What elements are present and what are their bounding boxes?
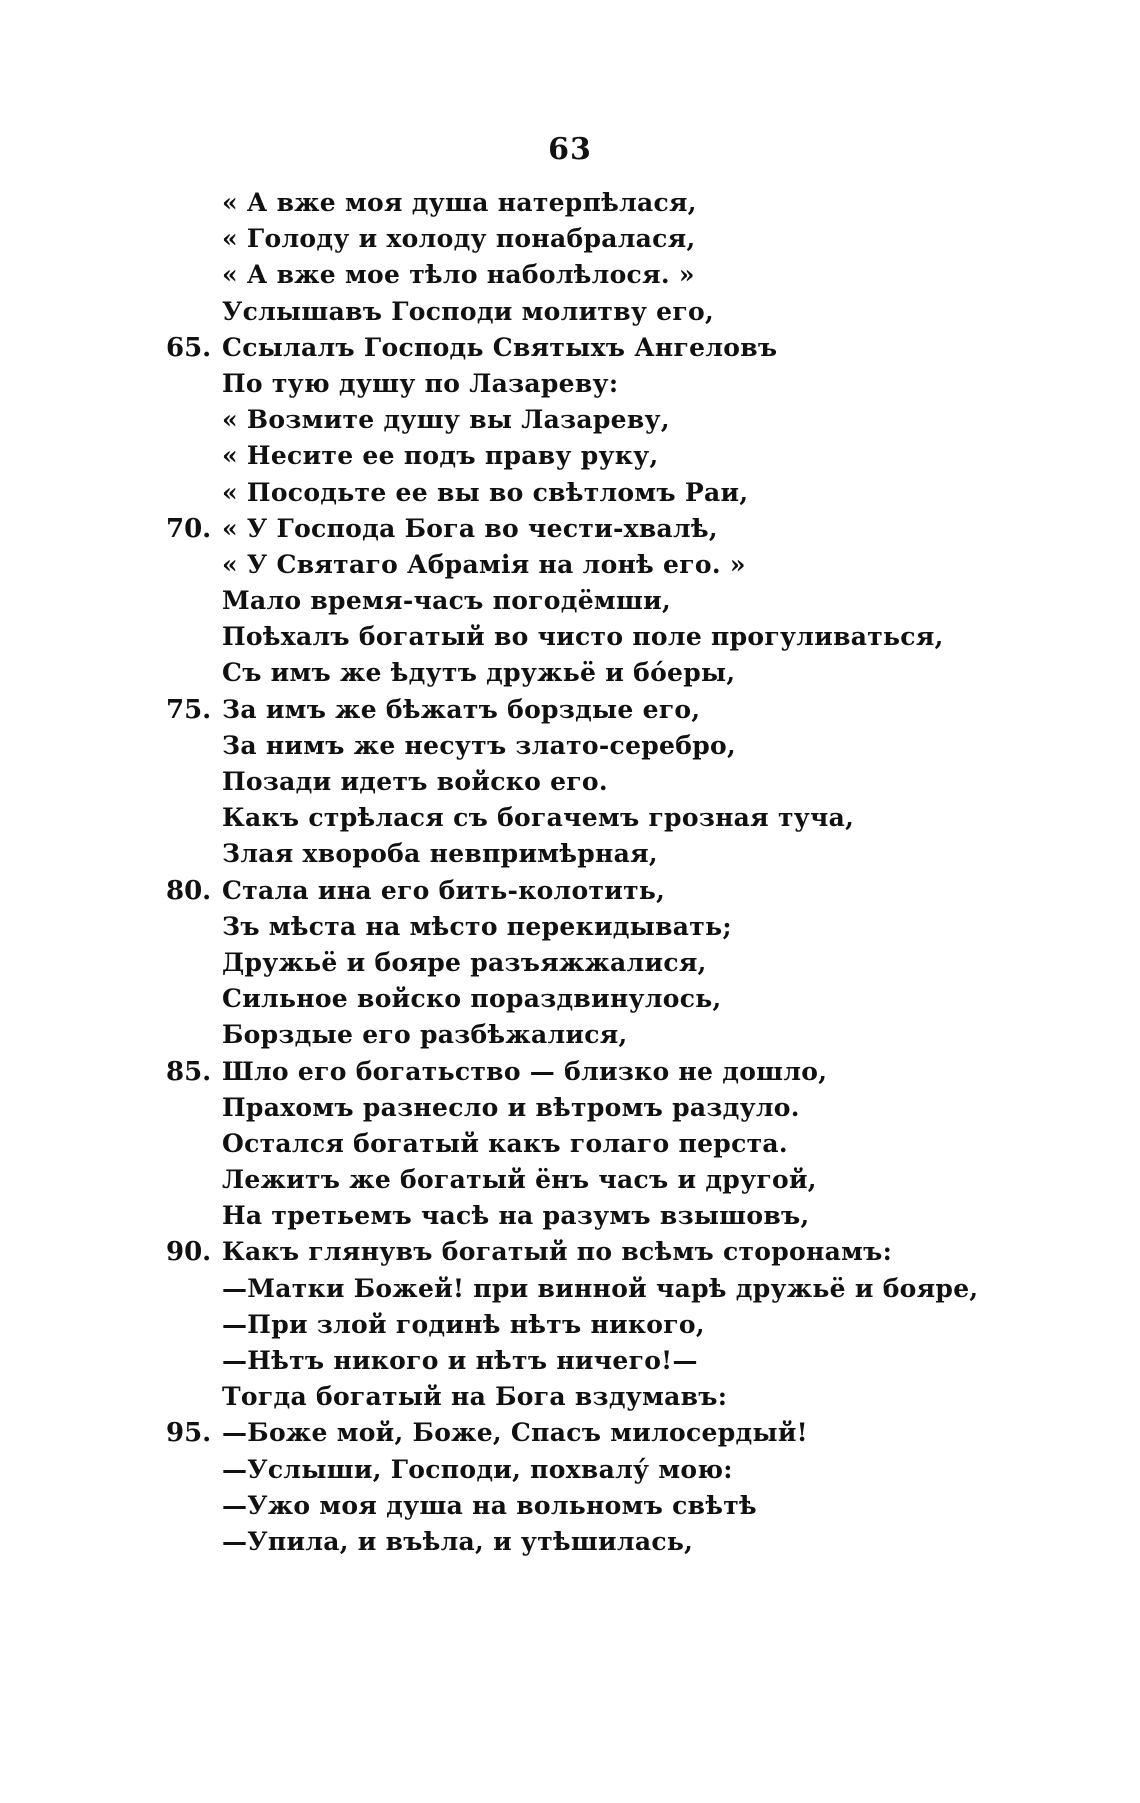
line-text: —Боже мой, Боже, Спасъ милосердый! [222,1418,808,1448]
line-text: Мало время-часъ погодёмши, [222,586,671,616]
line-text: Какъ стрѣлася съ богачемъ грозная туча, [222,803,855,833]
poem-line [0,1198,1140,1234]
line-number: 70. [166,513,212,544]
line-text: Какъ глянувъ богатый по всѣмъ сторонамъ: [222,1237,893,1267]
poem-line [0,475,1140,511]
poem-line [0,185,1140,221]
line-number: 80. [166,875,212,906]
line-text: « Посодьте ее вы во свѣтломъ Раи, [222,477,749,507]
line-text: —Нѣтъ никого и нѣтъ ничего!— [222,1346,698,1375]
line-text: Злая хвороба невпримѣрная, [222,839,658,869]
poem-line [0,330,1140,366]
line-text: « Несите ее подъ праву руку, [222,441,659,471]
line-text: На третьемъ часѣ на разумъ взышовъ, [222,1201,810,1231]
page-number: 63 [548,132,592,167]
line-number: 65. [166,332,212,363]
line-number: 75. [166,694,212,725]
line-text: Тогда богатый на Бога вздумавъ: [222,1382,728,1412]
line-text: « А вже моя душа натерпѣлася, [222,188,697,217]
poem-line [0,1090,1140,1126]
poem-line [0,1017,1140,1053]
line-text: Лежитъ же богатый ёнъ часъ и другой, [222,1165,817,1195]
poem-line [0,836,1140,872]
line-number: 90. [166,1237,212,1268]
line-number: 85. [166,1056,212,1087]
poem-line [0,655,1140,691]
line-text: Остался богатый какъ голаго перста. [222,1128,788,1158]
poem-line [0,1234,1140,1270]
line-text: « Голоду и холоду понабралася, [222,224,696,254]
poem-line [0,1271,1140,1307]
poem-line [0,1054,1140,1090]
line-text: « А вже мое тѣло наболѣлося. » [222,260,695,290]
poem-line [0,728,1140,764]
poem-line [0,583,1140,619]
poem-line [0,909,1140,945]
line-text: Сильное войско пораздвинулось, [222,984,722,1014]
poem-line [0,438,1140,474]
line-text: Поѣхалъ богатый во чисто поле прогуливаться, [222,622,944,652]
line-text: « У Господа Бога во чести-хвалѣ, [222,513,718,543]
line-text: За нимъ же несутъ злато-серебро, [222,730,736,760]
line-text: Шло его богатьство — близко не дошло, [222,1056,828,1086]
poem-line [0,1415,1140,1451]
poem-line [0,764,1140,800]
poem-line [0,1452,1140,1488]
line-text: —Матки Божей! при винной чарѣ дружьё и бояре, [222,1273,979,1303]
poem-line [0,366,1140,402]
poem-line [0,1343,1140,1379]
line-text: По тую душу по Лазареву: [222,368,619,398]
poem-line [0,1162,1140,1198]
poem-line [0,1524,1140,1560]
line-text: Борздые его разбѣжалися, [222,1020,628,1050]
poem-line [0,257,1140,293]
poem-line [0,511,1140,547]
poem-line [0,221,1140,257]
line-text: —Услыши, Господи, похвалу́ мою: [222,1454,733,1484]
poem-line [0,873,1140,909]
poem-line [0,1488,1140,1524]
line-text: —Ужо моя душа на вольномъ свѣтѣ [222,1490,757,1520]
poem-line [0,294,1140,330]
poem-line [0,692,1140,728]
poem-line [0,800,1140,836]
poem-line [0,1307,1140,1343]
poem-lines [0,185,1140,1560]
line-text: « У Святаго Абрамія на лонѣ его. » [222,549,746,579]
line-text: Съ имъ же ѣдутъ дружьё и бóеры, [222,658,736,688]
poem-line [0,981,1140,1017]
line-text: —Упила, и въѣла, и утѣшилась, [222,1526,694,1556]
poem-line [0,619,1140,655]
poem-line [0,1126,1140,1162]
line-number: 95. [166,1418,212,1449]
line-text: Дружьё и бояре разъяжжалися, [222,947,707,977]
poem-line [0,547,1140,583]
line-text: За имъ же бѣжатъ борздые его, [222,694,701,724]
line-text: Зъ мѣста на мѣсто перекидывать; [222,911,732,941]
poem-line [0,402,1140,438]
line-text: Ссылалъ Господь Святыхъ Ангеловъ [222,332,778,362]
poem-line [0,1379,1140,1415]
line-text: —При злой годинѣ нѣтъ никого, [222,1309,705,1339]
line-text: Позади идетъ войско его. [222,767,608,796]
line-text: Прахомъ разнесло и вѣтромъ раздуло. [222,1092,800,1122]
line-text: Стала ина его бить-колотить, [222,875,666,905]
line-text: « Возмите душу вы Лазареву, [222,405,670,435]
poem-line [0,945,1140,981]
line-text: Услышавъ Господи молитву его, [222,296,714,326]
